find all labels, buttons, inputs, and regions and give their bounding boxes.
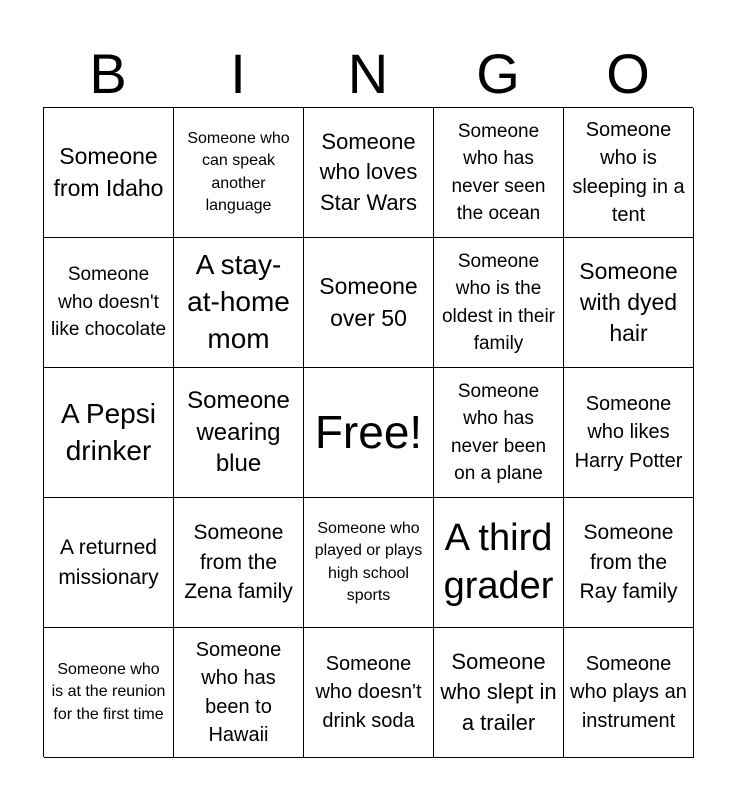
bingo-cell[interactable]: [434, 368, 564, 498]
cell-text: A stay-at-home mom: [187, 249, 290, 354]
cell-text: Someone who is sleeping in a tent: [572, 118, 685, 226]
cell-text: Someone who has never been on a plane: [450, 380, 547, 484]
bingo-cell[interactable]: [174, 108, 304, 238]
header-letter-o: O: [606, 42, 650, 105]
bingo-cell[interactable]: [44, 628, 174, 758]
cell-text: A returned missionary: [58, 535, 159, 589]
cell-text: A Pepsi drinker: [61, 397, 156, 466]
cell-text: Someone who loves Star Wars: [319, 128, 418, 215]
bingo-cell[interactable]: [44, 108, 174, 238]
bingo-cell[interactable]: [304, 238, 434, 368]
bingo-cell[interactable]: [174, 628, 304, 758]
cell-text: Someone wearing blue: [187, 386, 290, 478]
cell-text: Someone who plays an instrument: [570, 652, 687, 732]
bingo-cell[interactable]: [564, 108, 694, 238]
cell-text: Someone who played or plays high school sports: [314, 520, 423, 604]
header-letter-i: I: [230, 42, 246, 105]
cell-text: Someone who is the oldest in their family: [441, 250, 555, 354]
header-letter-n: N: [347, 42, 389, 105]
bingo-cell[interactable]: [304, 108, 434, 238]
bingo-cell[interactable]: [564, 238, 694, 368]
bingo-header: [43, 40, 693, 108]
header-letter-g: G: [476, 42, 520, 105]
cell-text: Someone from Idaho: [53, 143, 164, 201]
cell-text: Someone who doesn't like chocolate: [50, 264, 167, 341]
bingo-cell[interactable]: [44, 498, 174, 628]
bingo-cell[interactable]: [434, 498, 564, 628]
header-letter-b: B: [89, 42, 127, 105]
bingo-cell[interactable]: [434, 238, 564, 368]
cell-text: Someone who can speak another language: [187, 130, 290, 214]
cell-text: Someone from the Ray family: [579, 520, 678, 604]
bingo-cell[interactable]: [564, 368, 694, 498]
cell-text: Someone who likes Harry Potter: [574, 392, 683, 472]
bingo-cell[interactable]: [44, 238, 174, 368]
cell-text: Someone from the Zena family: [184, 520, 293, 604]
bingo-cell[interactable]: [304, 498, 434, 628]
bingo-cell[interactable]: [564, 498, 694, 628]
bingo-cell[interactable]: [174, 238, 304, 368]
cell-text: Someone with dyed hair: [579, 257, 678, 347]
cell-text: Someone who doesn't drink soda: [315, 652, 422, 732]
bingo-cell[interactable]: [304, 628, 434, 758]
bingo-cell[interactable]: [174, 368, 304, 498]
cell-text: Someone who slept in a trailer: [440, 648, 557, 735]
bingo-cell[interactable]: [44, 368, 174, 498]
bingo-cell[interactable]: [434, 108, 564, 238]
cell-text: Someone who has never seen the ocean: [451, 120, 546, 224]
bingo-cell[interactable]: [174, 498, 304, 628]
cell-text: Someone who has been to Hawaii: [195, 638, 282, 746]
free-space-text: Free!: [314, 405, 423, 458]
bingo-board: [43, 107, 693, 757]
free-cell[interactable]: [304, 368, 434, 498]
cell-text: Someone who is at the reunion for the first time: [51, 661, 166, 723]
bingo-cell[interactable]: [564, 628, 694, 758]
bingo-cell[interactable]: [434, 628, 564, 758]
cell-text: Someone over 50: [319, 273, 418, 331]
cell-text: A third grader: [443, 517, 554, 607]
